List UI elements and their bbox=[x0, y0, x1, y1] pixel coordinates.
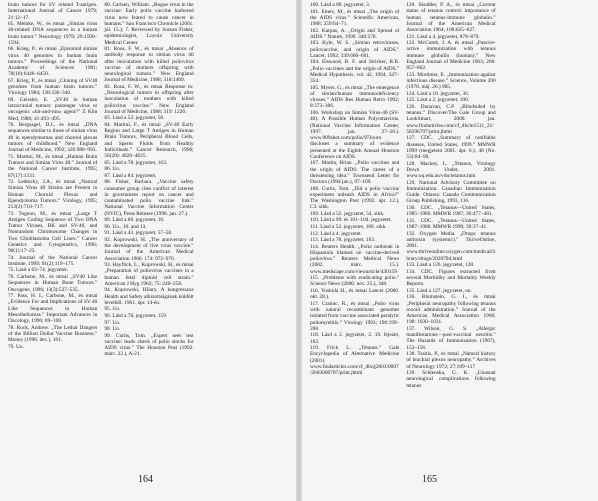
reference-entry: 83. Lásd a 52. jegyzetet, 58. bbox=[104, 115, 165, 122]
reference-entry: 73. Tognon, M., és mtsai „Large T Antigen Coding Sequence of Two DNA Tumor Viruses, BK and SV-40, and Nonrandom Chromosome Changes in Two Glioblastoma Cell Lines.” Cancer Genetics and Cytogenetics, 1996; 90(1):17–23. bbox=[8, 210, 98, 255]
reference-entry: 70. Bergsagel, D.J., és mtsai „DNA sequences similar to those of simian virus 40 in ependymomas and choroid plexus tumors of childhood.” New England Journal of Medicine, 1992; 326:988–993. bbox=[8, 122, 98, 154]
reference-entry: 71. Martini, M., és mtsai „Human Brain Tumors and Simian Virus 40.” Journal of the National Cancer Institute, 1995; 87(17):1331. bbox=[8, 153, 98, 179]
reference-entry: 72. Lednicky, J.A., és mtsai „Natural Simian Virus 40 Strains are Present in Human Choroid Plexus and Ependymoma Tumors.” Virology, 1995; 212(2):710–717. bbox=[8, 179, 98, 211]
reference-entry: 114. Reuters Health. „Polio outbreak in Hispaniola blamed on vaccine-derived poliovirus.” Reuters Medical News (2002. márc. 15.). www.medscape.com/viewarticle/430159 bbox=[310, 243, 400, 275]
reference-entry: 112. Lásd a 4. jegyzetet. bbox=[310, 230, 362, 237]
reference-entry: 119. Frick L. „Tetanus.” Gale Encyclopedia of Alternative Medicine (2001). www.findarticles.com/cf_dls/g2603/0007/2603000707/print.jhtml bbox=[310, 345, 400, 377]
reference-entry: 96. Lásd a 78. jegyzetet, 159. bbox=[104, 313, 168, 319]
reference-entry: 123. Mortimer, E. „Immunization against infectious disease.” Science, Volume 200 (1978. máj. 26.) 905. bbox=[406, 71, 496, 91]
reference-entry: 128. Mackey, L. „Tetanus, Virology Down Under, 2001. www.uq.edu.au/vdu/tetanus.htm bbox=[406, 160, 496, 180]
right-column-1 bbox=[310, 2, 399, 462]
reference-entry: 110. Lásd a 99. és 101–104. jegyzetet. bbox=[310, 217, 392, 224]
reference-entry: 100. Lásd a 80. jegyzetet, 3. bbox=[310, 2, 371, 8]
left-column-1 bbox=[8, 2, 97, 462]
reference-entry: 92. Koprowski, H. „The anniversary of the development of live virus vaccine.” Journal of the American Medical Association 1960. 174: 972–976. bbox=[104, 236, 194, 262]
reference-entry: 135. Lásd a 127. jegyzetet, uo. bbox=[406, 287, 472, 294]
reference-entry: 104. Elswood, B. F. and Stricker, R.B. „Polio vaccines and the origin of AIDS.” Medical Hypothesis, vol. 42, 1994, 347–354. bbox=[310, 59, 400, 85]
left-column-3 bbox=[201, 2, 290, 462]
reference-entry: 97. Uo. bbox=[104, 319, 121, 326]
reference-entry: 136. Blumstein, G. I., és mtsai „Peripheral neuropathy following tetanus toxoid administration.” Journal of the American Medical Association 1966; 198: 1030–1031. bbox=[406, 294, 496, 326]
reference-entry: 93. Hayflick, L., Koprowski, H., és mtsai „Preparation of poliovirus vaccines in a human fetal diploid cell strain.” American J Hyg 1962; 75: 240–258. bbox=[104, 262, 194, 287]
reference-entry: 69. Geissler, E. „SV40 in human intracranial tumors: passenger virus or oncogenic »hit-and-run« agent?” Z Klin Med, 1986; 41:493–495. bbox=[8, 96, 98, 122]
reference-entry: 122. McComb, J. A. és mtsai „Passive-active immunization with tetanus immune globulin (human).” New England Journal of Medicine 1963; 268: 857–862. bbox=[406, 40, 496, 72]
reference-entry: 132. Oxygen Media. „Drugs: tetanus antitoxin (systemic).” ThriveOnline, 2001. www.thriveonline.oxygen.com/medical/library/drugs/203079d.html bbox=[406, 230, 496, 262]
page-number-left: 164 bbox=[138, 474, 153, 485]
reference-entry: 89. Lásd a 80. jegyzetet, 10. bbox=[104, 217, 165, 224]
reference-entry: 98. Uo. bbox=[104, 326, 121, 333]
reference-entry: 116. Yoshida H., és mtsai Lancet (2000. okt. 28.). bbox=[310, 288, 400, 301]
right-column-3 bbox=[503, 2, 592, 462]
reference-entry: 103. Kyle, W. S. „Simian retroviruses, poliovaccine, and origin of AIDS.” Lancet, 1992; 339:600–601. bbox=[310, 40, 400, 59]
reference-entry: brain tumors for SV related T-antigen. International Journal of Cancer 1979; 21:12–17. bbox=[8, 2, 98, 21]
reference-entry: 126. Dunavan, C.P. „Blindsided by tetanus.” Discover/The Gale Group and LookSmart, 2000. jan. www.findarticles.com/cf_dls/m1511_21/58396797/print.jhtml bbox=[406, 103, 496, 135]
reference-entry: 81. Rosa, F. W., és mtsai „Absence of antibody response to simian virus 40 after inoculation with killed poliovirus vaccine of mothers offspring with neurological tumors.” New England Journal of Medicine, 1988; 318:1469. bbox=[104, 46, 194, 84]
reference-entry: 80. Carlsen, William. „Rogue virus in the vaccine: Early polio vaccine harbored virus now feared to cause cancer in humans.” San Francisco Chronicle (2001. júl. 15.); 7. Reviewed by Sussan Fisher, epidemiologist, Loyola University Medical Center. bbox=[104, 2, 194, 46]
right-column-2 bbox=[406, 2, 495, 462]
reference-entry: 127. CDC. „Summary of notifiable diseases, United States, 1999.” MMWR 1999 (megjelent 2001. ápr. 6.); 48 (No. 53):84–90. bbox=[406, 135, 496, 161]
reference-entry: 111. Lásd a 52. jegyzetet, 106. sikk. bbox=[310, 224, 387, 231]
reference-entry: 108. Curtis, Tom. „Did a polio vaccine experiment unleash AIDS in Africa?” The Washington Post (1992. ápr. 12.), C3. sikk. bbox=[310, 185, 400, 211]
reference-entry: 65. Meinke, W., és mtsai „Simian virus 40-related DNA sequences in a human brain tumor.” Neurology 1979; 29:1590–1594. bbox=[8, 21, 98, 46]
reference-entry: 102. Karpas, A. „Origin and Spread of AIDS.” Nature, 1990. 348:578. bbox=[310, 27, 400, 40]
reference-entry: 107. Martin, Brian. „Polio vaccines and the origin of AIDS: The career of a threatening idea.” Townsend Letter for Doctors (1994 jan.), 97–100. bbox=[310, 160, 400, 186]
reference-entry: 95. Uo. bbox=[104, 306, 121, 313]
reference-entry: 130. CDC. „Tetanus—United States, 1985–1986. MMWR 1987; 36:477–481. bbox=[406, 204, 496, 218]
reference-entry: 67. Krieg, P., és mtsai „Cloning of SV40 genomes from human brain tumors.” Virology 1984; 138:336–340. bbox=[8, 77, 98, 97]
reference-entry: 138. Tsaitis, P., és mtsai „Natural history of brachial plexus neuropathy.” Archives of Neurology 1972; 27:109–117 bbox=[406, 351, 496, 370]
reference-entry: 91. Lásd a 43. jegyzetet, 57–58. bbox=[104, 230, 173, 237]
left-page bbox=[0, 0, 296, 501]
reference-entry: 84. Martini, F., és mtsai „SV-40 Early Region and Large T Antigen in Human Brain Tumors, Peripheral Blood Cells, and Sperm Fluids from Healthy Individuals.” Cancer Research, 1996; 56(20): 4820–4825. bbox=[104, 121, 194, 160]
reference-entry: 82. Rosa, F. W., és mtsai Response to: „Neurological tumors in offspring after inoculation of mothers with killed poliovirus vaccine.” New England Journal of Medicine, 1988; 319: 1226. bbox=[104, 83, 194, 115]
reference-entry: 120. Skudder, P. A., és mtsai „Current status of tetanus control: importance of human tetanus-immune globulin.” Journal of the American Medical Association 1964; 188:625–627. bbox=[406, 2, 496, 33]
left-column-2 bbox=[104, 2, 193, 462]
reference-entry: 75. Lásd a 63–74. jegyzetet. bbox=[8, 267, 69, 274]
reference-entry: 86. Uo. bbox=[104, 166, 121, 173]
reference-entry: 109. Lásd a 52. jegyzetet, 54. sikk. bbox=[310, 210, 385, 217]
reference-entry: 133. Lásd a 126. jegyzetet, 128. bbox=[406, 262, 475, 269]
reference-entry: 106. Workshop on Simian Virus-40 (SV-40): A Possible Human Polyomavirus. (National Vaccine Information Center, 1997. jan. 27–28.). www.909shot.com/polio/97Journ discloses a summary of evidence presented at the Eighth Annual Houston Conference on AIDS. bbox=[310, 110, 400, 160]
reference-entry: 74. Journal of the National Cancer Institute, 1999; 91(2):119–175. bbox=[8, 254, 98, 267]
reference-entry: 113. Lásd a 78. jegyzetet, 163. bbox=[310, 237, 376, 244]
reference-entry: 125. Lásd a 2. jegyzetet, 100. bbox=[406, 97, 470, 104]
reference-entry: 88. Fisher, Barbara. „Vaccine safety consumer group cites conflict of interest in government report on cancer and contaminated polio vaccine link.” National Vaccine Information Center (NVIC), Press Release (1998. jan. 27.). bbox=[104, 179, 194, 217]
reference-entry: 99. Curtis, Tom. „Expert sees test vaccine: leads check of polio stocks for AIDS virus.” The Houston Post (1992. márc. 22.), A-21. bbox=[104, 332, 194, 358]
left-page-columns bbox=[8, 2, 290, 462]
reference-entry: 134. CDC. Figures extracted from several Morbidity and Mortality Weekly Reports. bbox=[406, 268, 496, 288]
reference-entry: 117. Crainic, R., és mtsai „Polio virus with natural recombinant genomes isolated from vaccine associated paralytic poliomyelitis.” Virology 1993; 196:199–208. bbox=[310, 300, 400, 332]
reference-entry: 78. Rock, Andrew. „The Lethal Dangers of the Billion Dollar Vaccine Business.” Money (1996. dec.), 161. bbox=[8, 324, 98, 344]
right-page-columns bbox=[310, 2, 592, 462]
reference-entry: 118. Lásd a 2. jegyzetet, 2. 19. fejezet, 182. bbox=[310, 332, 400, 345]
reference-entry: 101. Emex, M., és mtsai „The origin of the AIDS virus.” Scientific American, 1988; 259:64–71. bbox=[310, 8, 400, 28]
reference-entry: 90. Uo., 10. and 13. bbox=[104, 223, 147, 230]
reference-entry: 121. Lásd a 4. jegyzetet, 878–879. bbox=[406, 33, 480, 40]
page-number-right: 165 bbox=[422, 474, 437, 485]
reference-entry: 79. Uo. bbox=[8, 343, 24, 350]
reference-entry: 131. CDC. „Tetanus—United States, 1987–1988. MMWR 1990; 39:37–41. bbox=[406, 217, 496, 231]
reference-entry: 139. Schlenska, G. K. „Unusual neurological complications following tetanus bbox=[406, 370, 496, 389]
reference-entry: 129. National Advisory Committee on Immunization. Canadian Immunization Guide. Ottawa: Canada Communication Group Publishing, 1993, 116. bbox=[406, 179, 496, 205]
reference-entry: 66. Krieg, P., és mtsai „Episomal simian virus 40 genomes in human brain tumors.” Proceedings of the National Academy of Sciences 1981; 78(10):6446–6450. bbox=[8, 46, 98, 78]
reference-entry: 105. Myers, G., és mtsai „The emergence of simian/human immunodeficiency viruses.” AIDS Res Human Retro 1992; 8:373–386. bbox=[310, 84, 400, 110]
reference-entry: 115. „Problems with eradicating polio.” Science News (2000. nov. 25.), 348. bbox=[310, 275, 400, 288]
reference-entry: 94. Koprowski, Hilary. A kongresszus Health and Safety albizottságának küldött levelből. 1961. ápr. 14-én. bbox=[104, 287, 194, 306]
reference-entry: 87. Lásd a 84. jegyzetet. bbox=[104, 172, 157, 179]
reference-entry: 137. Wilson, G. S. „Allergic manifestations—post-vaccinal neuritis.” The Hazards of Immunization (1967), 153–156. bbox=[406, 325, 496, 351]
reference-entry: 85. Lásd a 78. jegyzetet, 163. bbox=[104, 159, 168, 166]
right-page bbox=[302, 0, 598, 501]
reference-entry: 124. Lásd a 10. jegyzetet, 36. bbox=[406, 90, 470, 97]
reference-entry: 77. Pass, H. I., Carbone, M., és mtsai „Evidence For and Implications of SV-40 Like Sequences in Human Mesotheliomas.” Important Advances in Oncology, 1996; 89–108. bbox=[8, 293, 98, 325]
reference-entry: 76. Carbone, M., és mtsai „SV40 Like Sequences in Human Bone Tumors.” Oncogene, 1996; 13(3):527–535. bbox=[8, 274, 98, 293]
